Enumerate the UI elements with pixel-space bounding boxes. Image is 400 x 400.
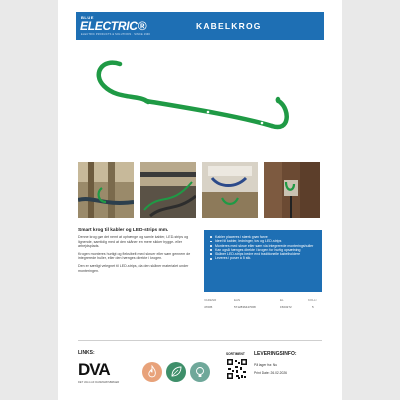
description-paragraph: Denne krog gør det nemt at ophænge og samle kabler, LED-strips og lignende, samtidig med at den skåner en mere sikker bygge- eller arbejdsplads.: [78, 235, 189, 249]
spec-header-cell: EL: [280, 298, 284, 302]
feature-item: Kabler placeres i stærk grøn farve: [215, 235, 316, 239]
feature-item: Monteres med skrue eller søm via integrerede monteringshuller: [215, 244, 316, 248]
photo-cable-on-fence: [78, 162, 134, 218]
spec-value-row: [204, 305, 322, 312]
spec-header-cell: VARENR: [204, 298, 217, 302]
description-section: [78, 228, 196, 276]
sortiment-label: SORTIMENT: [226, 352, 245, 356]
product-photos: [78, 162, 322, 218]
leaf-icon[interactable]: [166, 362, 186, 382]
feature-item: Ideel til kabler, ledninger, tov og LED-strips: [215, 239, 316, 243]
brand-tagline: ELECTRIC PRODUCTS & SOLUTIONS · SINCE 1990: [81, 33, 151, 36]
description-paragraph: Den er særligt velegnet til LED-strips, da den skåner materialet under monteringen.: [78, 263, 189, 273]
spec-value-cell: 1503272: [280, 305, 292, 309]
dva-tagline: DET VALG AF DANMARKSBØGER: [78, 381, 120, 384]
footer-divider: [78, 340, 322, 341]
datasheet-page: [58, 0, 342, 400]
spec-value-cell: 5712836447068: [234, 305, 256, 309]
description-paragraph: Krogen monteres hurtigt og fleksibelt med skruer eller søm gennem de integrerede huller, eller den hænges direkte i krogen.: [78, 251, 191, 261]
product-hook-image: [58, 40, 342, 150]
leveringsinfo-stock: På lager fra: Nu: [254, 363, 278, 367]
page-title: KABELKROG: [196, 21, 262, 31]
feature-item: Kan også hænges direkte i krogen for hurtig opsætning: [215, 248, 316, 252]
header-bar: [76, 12, 324, 40]
links-label: LINKS:: [78, 350, 95, 356]
description-heading: Smart krog til kabler og LED-strips mm.: [78, 228, 169, 233]
spec-value-cell: 5: [312, 305, 314, 309]
photo-led-strip-outdoor: [202, 162, 258, 218]
leveringsinfo-title: LEVERINGSINFO:: [254, 351, 297, 357]
feature-item: Leveres i poser á 5 stk.: [215, 256, 316, 260]
brand-logo: ELECTRIC®: [80, 19, 147, 33]
dva-logo[interactable]: DVA: [78, 360, 110, 379]
features-box: [204, 230, 322, 292]
photo-cable-on-scaffold: [140, 162, 196, 218]
flame-icon[interactable]: [142, 362, 162, 382]
brand-top-text: BLUE: [81, 15, 94, 20]
bulb-icon[interactable]: [190, 362, 210, 382]
spec-table: [204, 298, 322, 312]
spec-value-cell: 47005: [204, 305, 213, 309]
spec-header-cell: KOLLI: [308, 298, 317, 302]
spec-header-cell: EAN: [234, 298, 241, 302]
features-list: [204, 230, 322, 261]
spec-header-row: [204, 298, 322, 305]
print-date: Print Date: 26.02.2026: [254, 371, 287, 375]
photo-cable-on-wood: [264, 162, 320, 218]
feature-item: Skåner LED-strips bedre end traditionelle kabelholdere: [215, 252, 316, 256]
qr-code-icon[interactable]: [226, 358, 248, 380]
